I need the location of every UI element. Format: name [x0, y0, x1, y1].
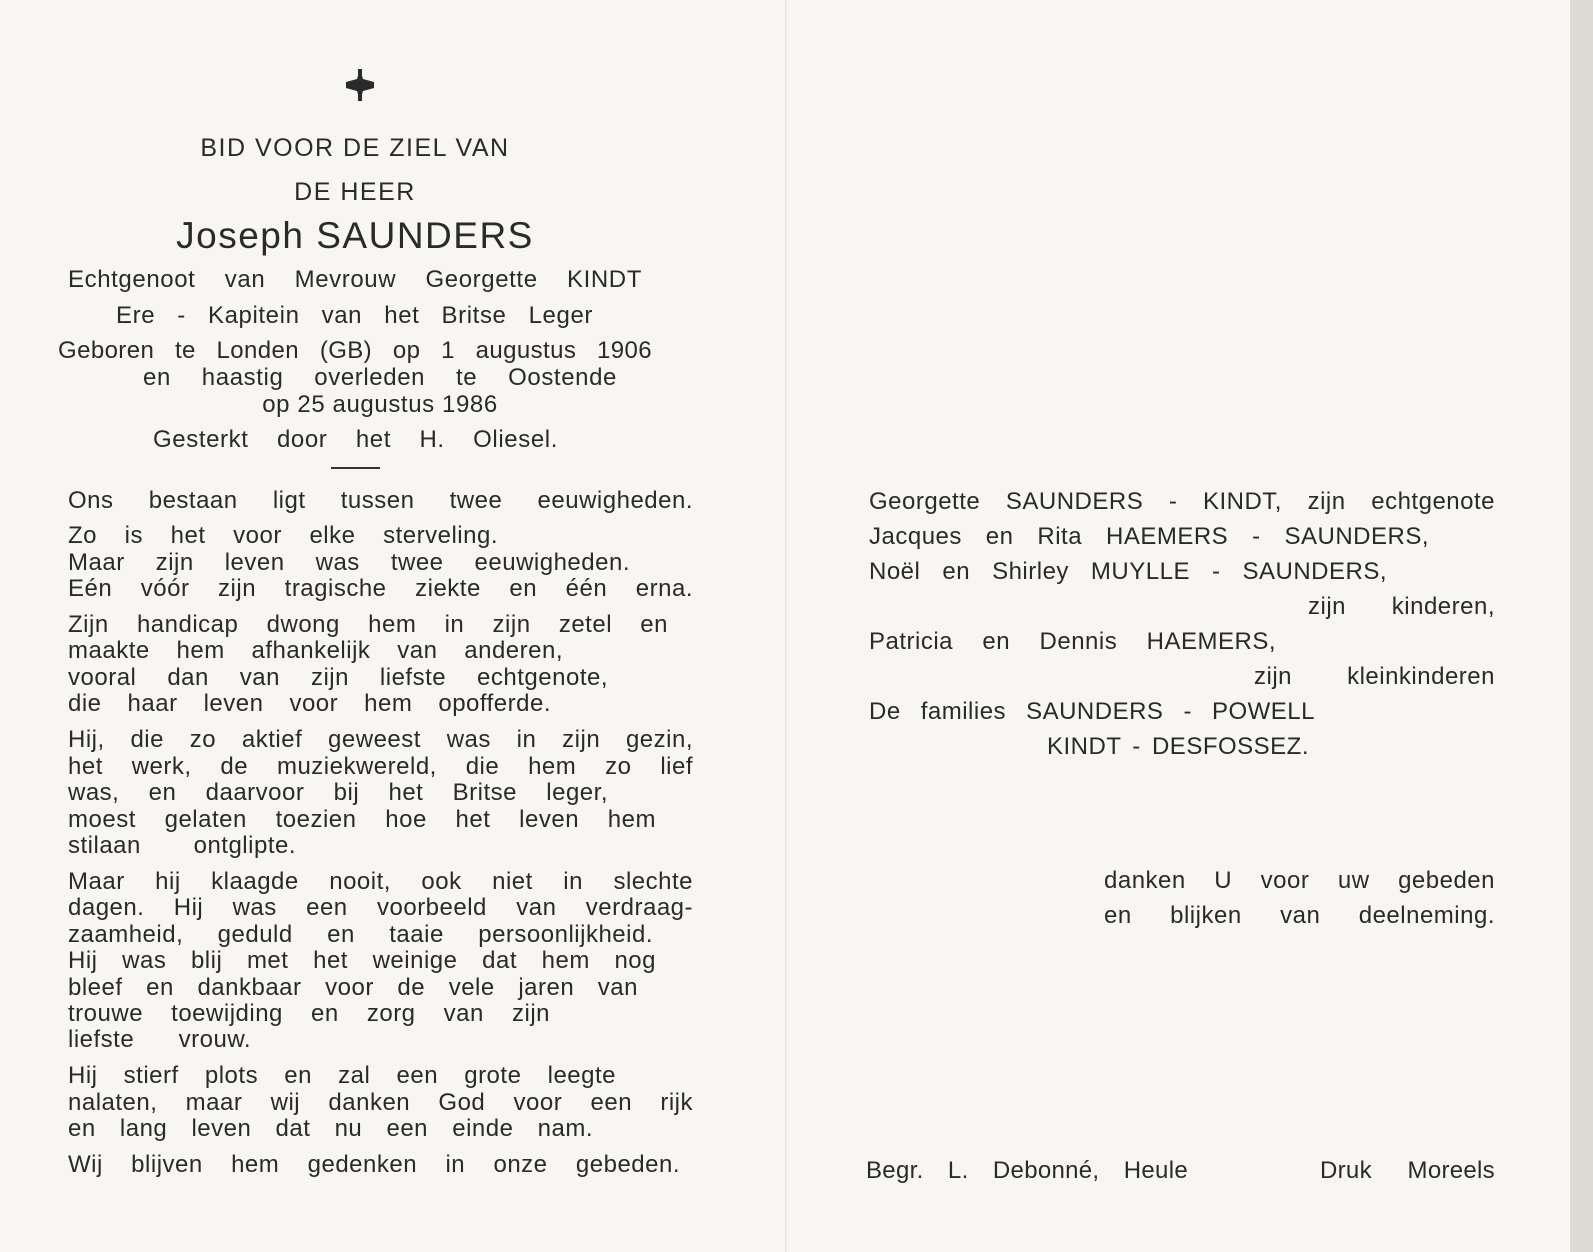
spouse-line: Echtgenoot van Mevrouw Georgette KINDT [68, 266, 642, 293]
poem-line: liefste vrouw. [68, 1026, 251, 1053]
poem-line: Hij was blij met het weinige dat hem nog [68, 947, 656, 974]
poem-line: stilaan ontglipte. [68, 832, 296, 859]
poem-line: Hij, die zo aktief geweest was in zijn gezin, [68, 726, 693, 753]
poem-line: trouwe toewijding en zorg van zijn [68, 1000, 550, 1027]
poem-line: dagen. Hij was een voorbeeld van verdraag- [68, 894, 693, 921]
sacrament-line: Gesterkt door het H. Oliesel. [153, 426, 558, 453]
deceased-name: Joseph SAUNDERS [176, 215, 534, 256]
family-line: Jacques en Rita HAEMERS - SAUNDERS, [869, 523, 1429, 550]
poem-line: Zo is het voor elke sterveling. [68, 522, 498, 549]
poem-line: Maar zijn leven was twee eeuwigheden. [68, 549, 630, 576]
poem-line: zaamheid, geduld en taaie persoonlijkheid. [68, 921, 653, 948]
poem-line: Eén vóór zijn tragische ziekte en één erna. [68, 575, 693, 602]
family-line: Patricia en Dennis HAEMERS, [869, 628, 1276, 655]
family-relation: zijn kleinkinderen [1254, 663, 1495, 690]
family-line: KINDT - DESFOSSEZ. [1047, 733, 1309, 760]
poem-line: Maar hij klaagde nooit, ook niet in slechte [68, 868, 693, 895]
heading-prayer: BID VOOR DE ZIEL VAN [200, 134, 510, 162]
heading-title: DE HEER [294, 178, 416, 206]
family-line: Noël en Shirley MUYLLE - SAUNDERS, [869, 558, 1387, 585]
poem-line: maakte hem afhankelijk van anderen, [68, 637, 563, 664]
undertaker-credit: Begr. L. Debonné, Heule [866, 1157, 1188, 1184]
thanks-line: en blijken van deelneming. [1104, 902, 1495, 929]
poem-line: bleef en dankbaar voor de vele jaren van [68, 974, 638, 1001]
death-date-line: op 25 augustus 1986 [262, 391, 498, 418]
poem-line: Hij stierf plots en zal een grote leegte [68, 1062, 616, 1089]
divider [331, 467, 380, 469]
poem-line: was, en daarvoor bij het Britse leger, [68, 779, 608, 806]
birth-line: Geboren te Londen (GB) op 1 augustus 1906 [58, 337, 652, 364]
poem-line: Ons bestaan ligt tussen twee eeuwigheden. [68, 487, 693, 514]
poem-line: nalaten, maar wij danken God voor een rijk [68, 1089, 693, 1116]
poem-line: vooral dan van zijn liefste echtgenote, [68, 664, 608, 691]
family-line: De families SAUNDERS - POWELL [869, 698, 1315, 725]
scan-background [1570, 0, 1593, 1252]
death-line: en haastig overleden te Oostende [143, 364, 617, 391]
printer-credit: Druk Moreels [1320, 1157, 1495, 1184]
poem-line: Zijn handicap dwong hem in zijn zetel en [68, 611, 668, 638]
poem-line: en lang leven dat nu een einde nam. [68, 1115, 593, 1142]
poem-line: moest gelaten toezien hoe het leven hem [68, 806, 656, 833]
cross-icon [340, 65, 380, 105]
poem-line: die haar leven voor hem opofferde. [68, 690, 551, 717]
poem-line: het werk, de muziekwereld, die hem zo lief [68, 753, 693, 780]
poem-line: Wij blijven hem gedenken in onze gebeden. [68, 1151, 680, 1178]
rank-line: Ere - Kapitein van het Britse Leger [116, 302, 593, 329]
card-fold [785, 0, 787, 1252]
thanks-line: danken U voor uw gebeden [1104, 867, 1495, 894]
family-relation: zijn kinderen, [1308, 593, 1495, 620]
family-line: Georgette SAUNDERS - KINDT, zijn echtgenote [869, 488, 1495, 515]
